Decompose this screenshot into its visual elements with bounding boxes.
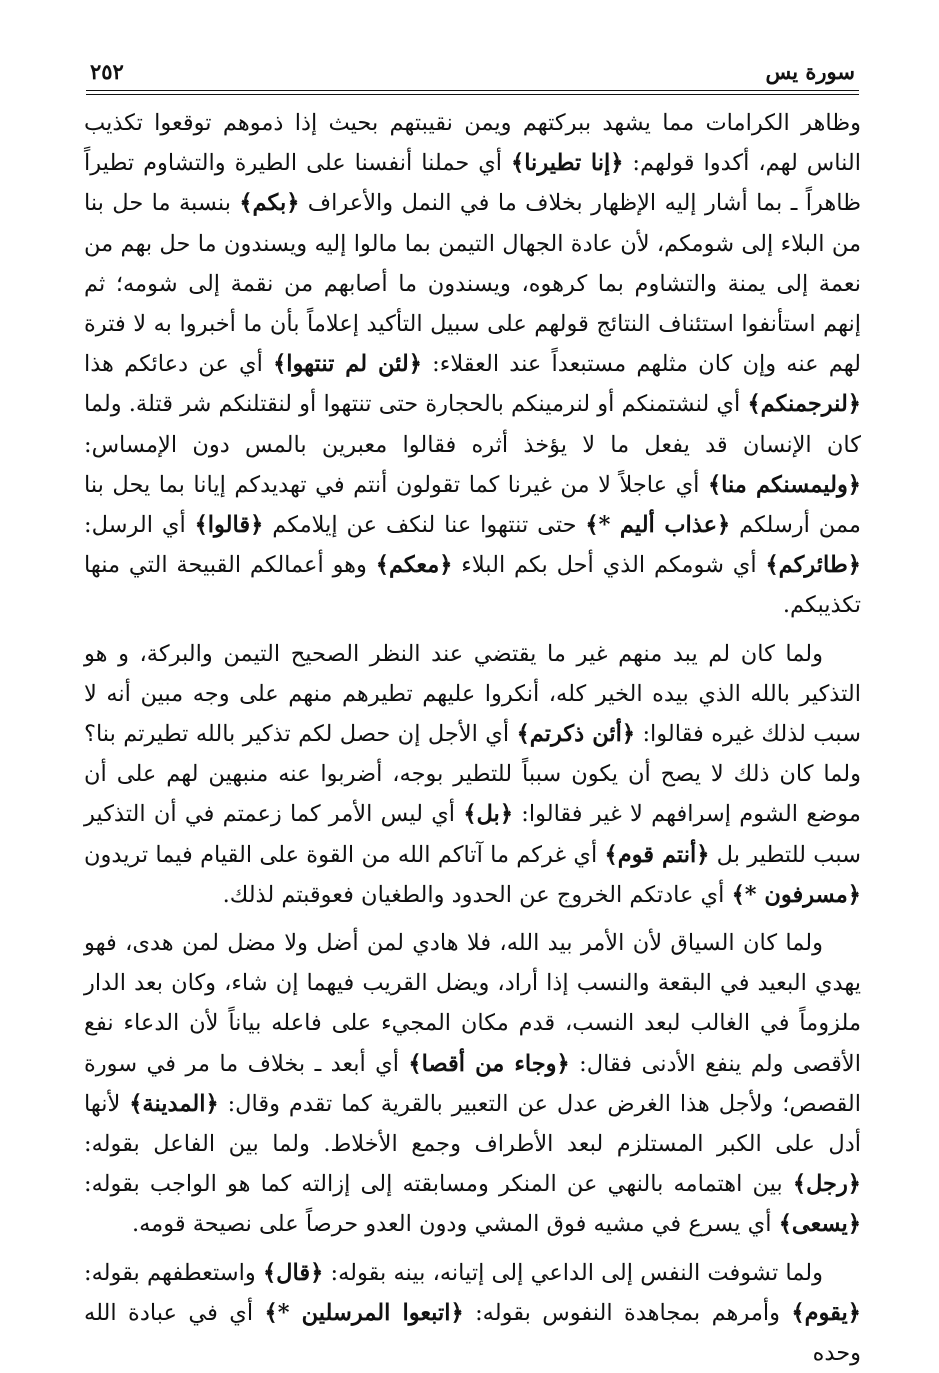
quran-quote: ﴿أئن ذكرتم﴾ xyxy=(516,721,636,748)
text-run: ولما كان السياق لأن الأمر بيد الله، فلا هادي لمن أضل ولا مضل لمن هدى، فهو يهدي البعيد في البقعة والنسب إذا أراد، ويضل القريب فيهما إن شاء، وكان بعد الدار ملزوماً في الغالب لبعد النسب، قدم مكان المجيء على فاعله بياناً لأن الدعاء نفع الأقصى ولم ينفع الأدنى فقال: xyxy=(84,930,862,1077)
text-run: وأمرهم بمجاهدة النفوس بقوله: xyxy=(463,1299,792,1326)
text-run: أي عادتكم الخروج عن الحدود والطغيان فعوقبتم لذلك. xyxy=(222,881,732,908)
quran-quote: ﴿اتبعوا المرسلين *﴾ xyxy=(264,1299,464,1326)
text-run: أي غركم ما آتاكم الله من القوة على القيام فيما تريدون xyxy=(84,841,605,868)
text-run: أي في عبادة الله وحده xyxy=(84,1299,861,1367)
text-run: أي عن دعائكم هذا xyxy=(84,351,274,378)
quran-quote: ﴿يقوم﴾ xyxy=(791,1299,861,1326)
page-number: ٢٥٢ xyxy=(90,58,124,84)
quran-quote: ﴿لئن لم تنتهوا﴾ xyxy=(273,351,422,378)
text-run: وظاهر الكرامات مما يشهد ببركتهم ويمن نقيبتهم بحيث إذا ذموهم توقعوا تكذيب الناس لهم، أكدوا قولهم: xyxy=(84,110,861,177)
quran-quote: ﴿يسعى﴾ xyxy=(778,1211,861,1238)
header-rule xyxy=(86,90,859,95)
text-run: أي شومكم الذي أحل بكم البلاء xyxy=(452,552,766,579)
quran-quote: ﴿قالوا﴾ xyxy=(194,512,264,539)
text-run: أي لنشتمنكم أو لنرمينكم بالحجارة حتى تنتهوا أو لنقتلنكم شر قتلة. ولما كان الإنسان قد يفعل ما لا يؤخذ أثره فقالوا معبرين بالمس دون الإمساس: xyxy=(84,391,861,458)
quran-quote: ﴿طائركم﴾ xyxy=(765,552,861,579)
quran-quote: ﴿إنا تطيرنا﴾ xyxy=(511,150,624,177)
text-run: بنسبة ما حل بنا من البلاء إلى شومكم، لأن عادة الجهال التيمن بما مالوا إليه ويسندون ما حل بهم من نعمة إلى يمنة والتشاوم بما كرهوه، ويسندون ما أصابهم من نقمة إلى شومه؛ ثم إنهم استأنفوا استئناف النتائج قولهم على سبيل التأكيد إعلاماً بأن ما أخبروا به لا فترة لهم عنه وإن كان مثلهم مستبعداً عند العقلاء: xyxy=(84,190,861,378)
quran-quote: ﴿قال﴾ xyxy=(262,1259,324,1286)
quran-quote: ﴿عذاب أليم *﴾ xyxy=(585,512,731,539)
text-run: بين اهتمامه بالنهي عن المنكر ومسابقته إلى إزالته كما هو الواجب بقوله: xyxy=(84,1171,793,1198)
quran-quote: ﴿بكم﴾ xyxy=(239,190,300,217)
quran-quote: ﴿معكم﴾ xyxy=(375,552,453,579)
text-run: أي يسرع في مشيه فوق المشي ودون العدو حرصاً على نصيحة قومه. xyxy=(131,1211,779,1238)
text-run: أي ليس الأمر كما زعمتم في أن التذكير سبب للتطير بل xyxy=(84,801,861,868)
quran-quote: ﴿رجل﴾ xyxy=(792,1171,861,1198)
paragraph xyxy=(84,1253,861,1373)
paragraph xyxy=(84,103,861,626)
quran-quote: ﴿أنتم قوم﴾ xyxy=(604,841,710,868)
text-run: حتى تنتهوا عنا لنكف عن إيلامكم xyxy=(263,512,586,539)
text-run: أي الرسل: xyxy=(84,512,195,539)
quran-quote: ﴿مسرفون *﴾ xyxy=(731,881,861,908)
quran-quote: ﴿المدينة﴾ xyxy=(129,1090,219,1117)
body-text xyxy=(84,103,861,1373)
text-run: وهو أعمالكم القبيحة التي منها تكذيبكم. xyxy=(84,552,861,619)
text-run: لأنها أدل على الكبر المستلزم لبعد الأطراف وجمع الأخلاط. ولما بين الفاعل بقوله: xyxy=(84,1090,861,1158)
text-run: واستعطفهم بقوله: xyxy=(84,1259,263,1286)
paragraph xyxy=(84,634,861,915)
text-run: أي عاجلاً لا من غيرنا كما تقولون أنتم في تهديدكم إيانا بما يحل بنا ممن أرسلكم xyxy=(84,471,861,539)
text-run: ولما تشوفت النفس إلى الداعي إلى إتيانه، بينه بقوله: xyxy=(323,1259,823,1286)
quran-quote: ﴿بل﴾ xyxy=(463,801,513,828)
quran-quote: ﴿وجاء من أقصا﴾ xyxy=(408,1050,570,1077)
text-run: أي الأجل إن حصل لكم تذكير بالله تطيرتم بنا؟ ولما كان ذلك لا يصح أن يكون سبباً للتطير بوجه، أضربوا عنه منبهين لهم على أن موضع الشوم إسرافهم لا غير فقالوا: xyxy=(84,721,861,828)
quran-quote: ﴿وليمسنكم منا﴾ xyxy=(707,471,861,498)
text-run: أي أبعد ـ بخلاف ما مر في سورة القصص؛ ولأجل هذا الغرض عدل عن التعبير بالقرية كما تقدم وقال: xyxy=(84,1050,861,1117)
text-run: ولما كان لم يبد منهم غير ما يقتضي عند النظر الصحيح التيمن والبركة، و هو التذكير بالله الذي بيده الخير كله، أنكروا عليهم تطيرهم منهم على وجه مبين أنه لا سبب لذلك غيره فقالوا: xyxy=(84,640,861,748)
text-run: أي حملنا أنفسنا على الطيرة والتشاوم تطيراً ظاهراً ـ بما أشار إليه الإظهار بخلاف ما في النمل والأعراف xyxy=(84,150,862,217)
running-header xyxy=(90,54,855,88)
surah-title: سورة يس xyxy=(765,58,855,84)
paragraph xyxy=(84,923,861,1245)
quran-quote: ﴿لنرجمنكم﴾ xyxy=(747,391,861,418)
